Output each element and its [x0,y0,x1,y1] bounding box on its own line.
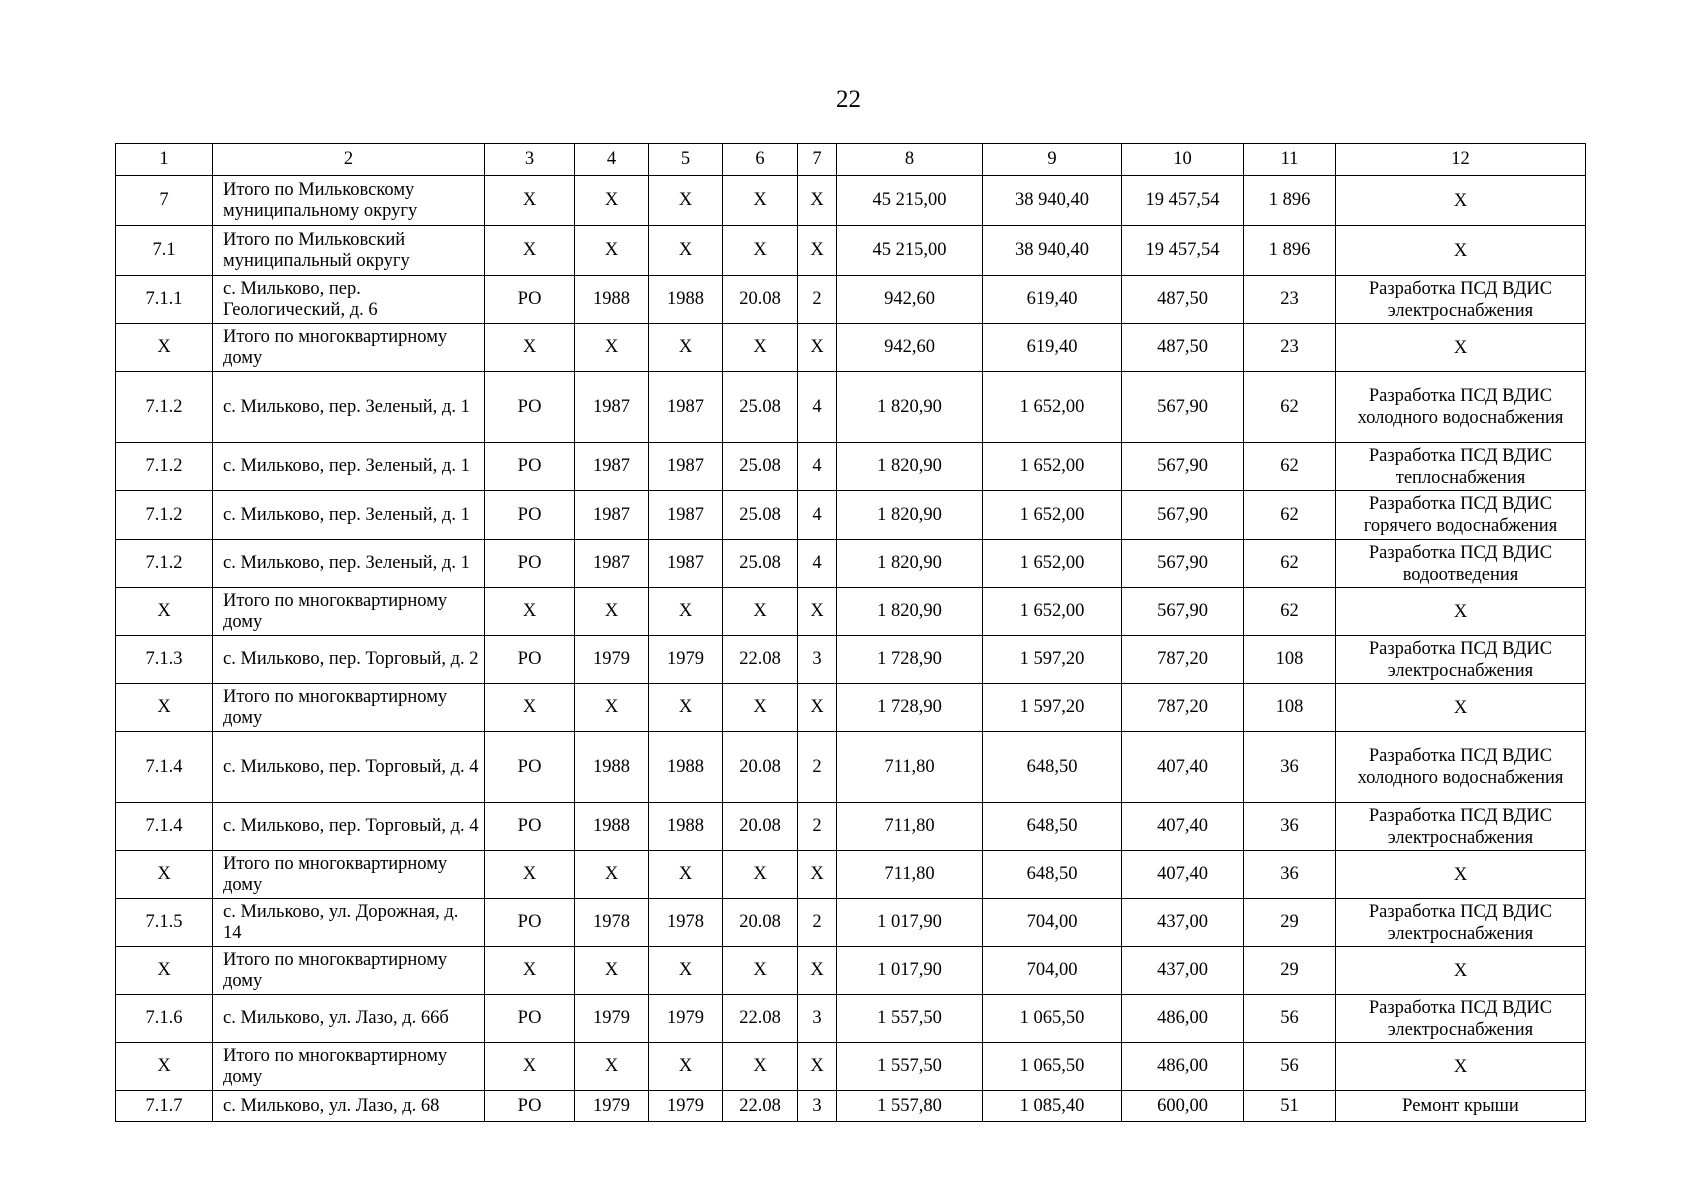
table-cell: 1987 [649,443,723,491]
table-cell: 4 [798,372,837,443]
table-cell: 7.1.2 [116,491,213,540]
table-cell: 1 820,90 [837,588,983,636]
table-cell: 36 [1244,851,1336,899]
work-type-cell: Х [1336,226,1586,276]
work-type-cell: Ремонт крыши [1336,1091,1586,1122]
table-cell: 1979 [575,636,649,684]
column-number-cell: 5 [649,144,723,176]
work-type-cell: Разработка ПСД ВДИС электроснабжения [1336,899,1586,947]
table-cell: 1987 [575,491,649,540]
table-cell: 2 [798,276,837,324]
table-cell: 407,40 [1122,803,1244,851]
table-cell: 942,60 [837,276,983,324]
address-cell: Итого по многоквартирному дому [213,1043,485,1091]
table-cell: РО [485,491,575,540]
table-cell: Х [723,1043,798,1091]
table-cell: 1 652,00 [983,372,1122,443]
table-row [116,491,1586,540]
table-row [116,372,1586,443]
table-cell: 787,20 [1122,636,1244,684]
column-number-row [116,144,1586,176]
table-cell: 1987 [649,372,723,443]
work-type-cell: Разработка ПСД ВДИС горячего водоснабжения [1336,491,1586,540]
table-cell: Х [575,588,649,636]
table-cell: 62 [1244,588,1336,636]
table-cell: 22.08 [723,1091,798,1122]
table-cell: 1988 [575,276,649,324]
table-cell: Х [649,1043,723,1091]
table-cell: 20.08 [723,899,798,947]
address-cell: с. Мильково, пер. Геологический, д. 6 [213,276,485,324]
address-cell: с. Мильково, ул. Дорожная, д. 14 [213,899,485,947]
table-cell: 407,40 [1122,732,1244,803]
work-type-cell: Х [1336,1043,1586,1091]
table-cell: 19 457,54 [1122,226,1244,276]
table-cell: 407,40 [1122,851,1244,899]
table-cell: 1 085,40 [983,1091,1122,1122]
work-type-cell: Разработка ПСД ВДИС водоотведения [1336,540,1586,588]
table-cell: 711,80 [837,803,983,851]
work-type-cell: Разработка ПСД ВДИС электроснабжения [1336,803,1586,851]
table-cell: 7.1.4 [116,803,213,851]
table-cell: 711,80 [837,732,983,803]
table-cell: Х [575,1043,649,1091]
table-cell: 1988 [575,732,649,803]
table-cell: 1988 [649,276,723,324]
table-cell: 7.1.2 [116,443,213,491]
column-number-cell: 6 [723,144,798,176]
table-cell: Х [798,851,837,899]
address-cell: с. Мильково, ул. Лазо, д. 68 [213,1091,485,1122]
table-row [116,851,1586,899]
table-row [116,276,1586,324]
column-number-cell: 8 [837,144,983,176]
table-cell: 29 [1244,947,1336,995]
table-row [116,684,1586,732]
table-cell: 7.1.1 [116,276,213,324]
table-cell: 7.1.3 [116,636,213,684]
table-cell: 567,90 [1122,491,1244,540]
table-cell: Х [485,947,575,995]
column-number-cell: 12 [1336,144,1586,176]
table-cell: 704,00 [983,947,1122,995]
table-cell: 20.08 [723,803,798,851]
table-cell: 2 [798,732,837,803]
table-cell: РО [485,372,575,443]
table-cell: РО [485,1091,575,1122]
table-cell: 487,50 [1122,276,1244,324]
table-cell: 23 [1244,324,1336,372]
address-cell: с. Мильково, пер. Зеленый, д. 1 [213,443,485,491]
table-cell: 1987 [575,372,649,443]
table-cell: 1979 [575,1091,649,1122]
address-cell: Итого по многоквартирному дому [213,947,485,995]
table-row [116,636,1586,684]
table-cell: 567,90 [1122,540,1244,588]
work-type-cell: Х [1336,851,1586,899]
address-cell: с. Мильково, пер. Торговый, д. 4 [213,803,485,851]
table-cell: 4 [798,491,837,540]
column-number-cell: 10 [1122,144,1244,176]
table-cell: Х [798,226,837,276]
address-cell: с. Мильково, пер. Зеленый, д. 1 [213,491,485,540]
table-cell: Х [798,324,837,372]
table-cell: Х [575,226,649,276]
table-cell: Х [798,684,837,732]
table-cell: 3 [798,636,837,684]
table-cell: 619,40 [983,276,1122,324]
table-cell: Х [575,684,649,732]
table-cell: 23 [1244,276,1336,324]
table-cell: 45 215,00 [837,226,983,276]
table-cell: 567,90 [1122,443,1244,491]
table-cell: 1987 [649,540,723,588]
table-cell: 704,00 [983,899,1122,947]
table-cell: Х [798,588,837,636]
column-number-cell: 3 [485,144,575,176]
table-cell: 567,90 [1122,372,1244,443]
table-cell: 1 597,20 [983,684,1122,732]
table-cell: 1 065,50 [983,1043,1122,1091]
table-cell: 486,00 [1122,1043,1244,1091]
table-cell: 22.08 [723,995,798,1043]
table-cell: 62 [1244,443,1336,491]
table-cell: 2 [798,803,837,851]
table-cell: РО [485,995,575,1043]
table-cell: 1 652,00 [983,540,1122,588]
address-cell: Итого по многоквартирному дому [213,851,485,899]
table-cell: 108 [1244,684,1336,732]
work-type-cell: Разработка ПСД ВДИС теплоснабжения [1336,443,1586,491]
table-cell: 25.08 [723,540,798,588]
table-cell: РО [485,276,575,324]
table-row [116,226,1586,276]
table-cell: 1 652,00 [983,491,1122,540]
table-cell: 1 820,90 [837,443,983,491]
table-row [116,899,1586,947]
table-cell: Х [649,851,723,899]
table-cell: 487,50 [1122,324,1244,372]
table-cell: 7.1.2 [116,540,213,588]
table-cell: 567,90 [1122,588,1244,636]
table-cell: Х [116,1043,213,1091]
table-cell: 3 [798,995,837,1043]
address-cell: с. Мильково, пер. Зеленый, д. 1 [213,372,485,443]
table-cell: 1 896 [1244,176,1336,226]
table-cell: 7.1.2 [116,372,213,443]
table-cell: Х [575,176,649,226]
table-row [116,947,1586,995]
table-row [116,1091,1586,1122]
table-cell: Х [723,588,798,636]
table-cell: Х [723,684,798,732]
table-cell: 1979 [649,1091,723,1122]
column-number-cell: 4 [575,144,649,176]
table-cell: 1987 [649,491,723,540]
table-cell: 1988 [575,803,649,851]
work-type-cell: Разработка ПСД ВДИС электроснабжения [1336,995,1586,1043]
column-number-cell: 1 [116,144,213,176]
table-cell: 1 652,00 [983,443,1122,491]
table-cell: 108 [1244,636,1336,684]
table-cell: РО [485,540,575,588]
work-type-cell: Х [1336,947,1586,995]
table-cell: 7.1.6 [116,995,213,1043]
table-cell: Х [723,947,798,995]
column-number-cell: 11 [1244,144,1336,176]
table-cell: РО [485,899,575,947]
table-cell: 22.08 [723,636,798,684]
table-cell: Х [575,324,649,372]
address-cell: Итого по многоквартирному дому [213,684,485,732]
table-row [116,803,1586,851]
table-row [116,588,1586,636]
table-cell: 1 728,90 [837,636,983,684]
table-cell: 36 [1244,732,1336,803]
table-cell: Х [575,851,649,899]
table-cell: 45 215,00 [837,176,983,226]
table-cell: Х [116,947,213,995]
table-cell: 3 [798,1091,837,1122]
table-cell: 1988 [649,732,723,803]
table-cell: 942,60 [837,324,983,372]
table-cell: Х [798,1043,837,1091]
table-cell: 486,00 [1122,995,1244,1043]
work-type-cell: Х [1336,684,1586,732]
table-row [116,540,1586,588]
address-cell: Итого по многоквартирному дому [213,324,485,372]
table-cell: 1 017,90 [837,947,983,995]
table-cell: 1978 [575,899,649,947]
table-cell: Х [485,176,575,226]
table-cell: 7.1.5 [116,899,213,947]
table-cell: 51 [1244,1091,1336,1122]
table-row [116,732,1586,803]
table-cell: 7 [116,176,213,226]
table-cell: 1 652,00 [983,588,1122,636]
table-cell: 38 940,40 [983,226,1122,276]
table-cell: 648,50 [983,803,1122,851]
capital-repair-table [115,143,1586,1122]
table-cell: 20.08 [723,276,798,324]
page-number: 22 [836,86,861,113]
table-cell: 7.1 [116,226,213,276]
table-cell: 1 896 [1244,226,1336,276]
table-cell: 648,50 [983,851,1122,899]
work-type-cell: Х [1336,588,1586,636]
table-cell: РО [485,443,575,491]
table-cell: 36 [1244,803,1336,851]
table-cell: 1 820,90 [837,372,983,443]
column-number-cell: 2 [213,144,485,176]
address-cell: с. Мильково, пер. Торговый, д. 2 [213,636,485,684]
table-cell: 1979 [575,995,649,1043]
table-cell: РО [485,636,575,684]
table-cell: 38 940,40 [983,176,1122,226]
column-number-cell: 9 [983,144,1122,176]
table-row [116,176,1586,226]
address-cell: с. Мильково, пер. Зеленый, д. 1 [213,540,485,588]
table-cell: 437,00 [1122,947,1244,995]
table-cell: 4 [798,443,837,491]
table-cell: Х [798,947,837,995]
table-cell: Х [116,684,213,732]
table-cell: Х [723,851,798,899]
table-cell: Х [485,324,575,372]
address-cell: Итого по многоквартирному дому [213,588,485,636]
table-cell: Х [485,1043,575,1091]
address-cell: с. Мильково, ул. Лазо, д. 66б [213,995,485,1043]
table-cell: Х [723,226,798,276]
table-cell: Х [116,851,213,899]
work-type-cell: Разработка ПСД ВДИС холодного водоснабжения [1336,372,1586,443]
table-cell: Х [649,226,723,276]
table-cell: 1 017,90 [837,899,983,947]
table-cell: 29 [1244,899,1336,947]
table-cell: 437,00 [1122,899,1244,947]
table-cell: 56 [1244,995,1336,1043]
address-cell: Итого по Мильковскому муниципальному округу [213,176,485,226]
work-type-cell: Х [1336,176,1586,226]
table-cell: Х [649,947,723,995]
table-cell: Х [485,851,575,899]
table-cell: Х [723,324,798,372]
table-cell: Х [575,947,649,995]
work-type-cell: Х [1336,324,1586,372]
table-cell: 62 [1244,491,1336,540]
table-cell: 1987 [575,443,649,491]
table-cell: РО [485,732,575,803]
table-cell: Х [485,588,575,636]
table-cell: Х [649,176,723,226]
table-row [116,1043,1586,1091]
work-type-cell: Разработка ПСД ВДИС электроснабжения [1336,636,1586,684]
table-row [116,443,1586,491]
table-cell: 1979 [649,636,723,684]
table-cell: Х [798,176,837,226]
table-cell: 25.08 [723,443,798,491]
table-cell: Х [116,324,213,372]
table-cell: Х [116,588,213,636]
table-cell: 19 457,54 [1122,176,1244,226]
table-cell: 600,00 [1122,1091,1244,1122]
column-number-cell: 7 [798,144,837,176]
table-cell: 1978 [649,899,723,947]
table-cell: Х [649,684,723,732]
table-cell: Х [649,588,723,636]
table-cell: 1987 [575,540,649,588]
address-cell: с. Мильково, пер. Торговый, д. 4 [213,732,485,803]
table-cell: 1 557,80 [837,1091,983,1122]
table-cell: 7.1.7 [116,1091,213,1122]
table-cell: 1 820,90 [837,540,983,588]
table-cell: 619,40 [983,324,1122,372]
table-cell: 1979 [649,995,723,1043]
table-cell: 62 [1244,372,1336,443]
table-cell: 1 065,50 [983,995,1122,1043]
table-cell: 1 728,90 [837,684,983,732]
table-cell: 4 [798,540,837,588]
table-cell: Х [485,226,575,276]
table-row [116,324,1586,372]
table-cell: 648,50 [983,732,1122,803]
table-cell: 1 557,50 [837,995,983,1043]
table-cell: Х [723,176,798,226]
table-cell: 1988 [649,803,723,851]
table-cell: 1 820,90 [837,491,983,540]
table-cell: 711,80 [837,851,983,899]
work-type-cell: Разработка ПСД ВДИС холодного водоснабжения [1336,732,1586,803]
table-cell: 56 [1244,1043,1336,1091]
table-cell: 787,20 [1122,684,1244,732]
address-cell: Итого по Мильковский муниципальный округу [213,226,485,276]
work-type-cell: Разработка ПСД ВДИС электроснабжения [1336,276,1586,324]
table-cell: 20.08 [723,732,798,803]
table-cell: 62 [1244,540,1336,588]
table-cell: 7.1.4 [116,732,213,803]
table-cell: 2 [798,899,837,947]
table-row [116,995,1586,1043]
table-cell: РО [485,803,575,851]
table-cell: Х [485,684,575,732]
table-cell: 25.08 [723,491,798,540]
table-cell: Х [649,324,723,372]
table-cell: 1 597,20 [983,636,1122,684]
table-cell: 1 557,50 [837,1043,983,1091]
table-cell: 25.08 [723,372,798,443]
